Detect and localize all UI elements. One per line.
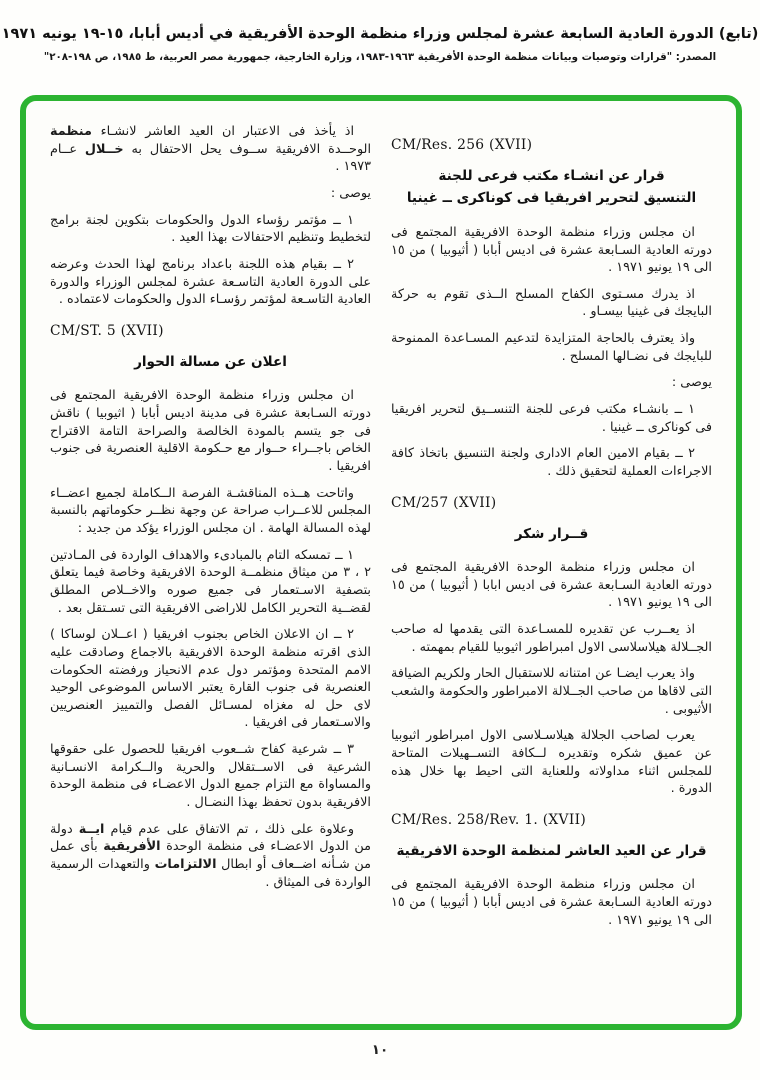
paragraph: اذ يعــرب عن تقديره للمسـاعدة التى يقدمها له صاحب الجــلالة هيلاسلاسى الاول امبراطور اثيوبيا للقيام بمهمته . — [391, 622, 712, 655]
paragraph: يوصى : — [330, 185, 371, 201]
paragraph: ١ ــ بانشـاء مكتب فرعى للجنة التنســيق لتحرير افريقيا فى كوناكرى ــ غينيا . — [391, 402, 712, 435]
source-citation: المصدر: "قرارات وتوصيات وبيانات منظمة الوحدة الأفريقية ١٩٦٣-١٩٨٣، وزارة الخارجية، جمهورية مصر العربية، ط ١٩٨٥، ص ١٩٨-٢٠٨" — [43, 51, 717, 64]
two-column-layout — [26, 101, 736, 1024]
paragraph: ان مجلس وزراء منظمة الوحدة الافريقية المجتمع فى دورته السـابعة عشرة فى مدينة اديس أبابا ( اثيوبيا ) ناقش فى جو يتسم بالمودة الخالصة والصراحة التامة الاقتراح الخاص باجــراء حــوار مع حـكومة الاقلية العنصرية فى جنوب افريقيا . — [50, 388, 371, 474]
paragraph: اذ يدرك مسـتوى الكفاح المسلح الــذى تقوم به حركة البايجك فى غينيا بيسـاو . — [391, 286, 712, 320]
column-right — [391, 123, 712, 1014]
section-code: CM/257 (XVII) — [391, 494, 497, 511]
text-segment: والتعهدات الرسمية الواردة فى الميثاق . — [50, 857, 371, 890]
page-footer — [0, 1042, 760, 1058]
session-title: (تابع) الدورة العادية السابعة عشرة لمجلس وزراء منظمة الوحدة الأفريقية في أديس أبابا، ١٥-١٩ يونيه ١٩٧١ — [1, 26, 759, 42]
paragraph: ٣ ــ شرعية كفاح شــعوب افريقيا للحصول على حقوقها الشرعية فى الاســتقلال والحرية والــكرامة الانسـانية والمساواة مع التزام جميع الدول الاعضـاء فى منظمة الوحدة الافريقية بدون تحفظ بهذا النضـال . — [50, 742, 371, 811]
section-code: CM/ST. 5 (XVII) — [50, 322, 164, 339]
resolution-heading: قــرار شكر — [514, 525, 589, 542]
paragraph: واذ يعرب ايضـا عن امتنانه للاستقبال الحار ولكريم الضيافة التى لاقاها من صاحب الجــلالة الامبراطور والحكومة والشعب الأثيوبى . — [391, 666, 712, 717]
bold-word: الأفريقية — [103, 839, 161, 855]
page-number: ١٠ — [371, 1042, 389, 1058]
paragraph: ان مجلس وزراء منظمة الوحدة الافريقية المجتمع فى دورته العادية السـابعة عشرة فى اديس أبابا ( أثيوبيا ) من ١٥ الى ١٩ يونيو ١٩٧١ . — [391, 224, 712, 276]
text-segment: دولة من الدول الاعضـاء فى منظمة الوحدة — [50, 821, 371, 855]
section-code: CM/Res. 256 (XVII) — [391, 137, 533, 153]
resolution-heading: قرار عن انشـاء مكتب فرعى للجنة التنسيق لتحرير افريقيا فى كوناكرى ــ غينيا — [406, 168, 697, 207]
paragraph: واذ يعترف بالحاجة المتزايدة لتدعيم المسـاعدة الممنوحة للبايجك فى نضـالها المسلح . — [391, 331, 712, 364]
page-header — [0, 0, 760, 63]
text-segment: وعلاوة على ذلك ، تم الاتفاق على عدم قيام — [104, 821, 354, 837]
bold-word: الالتزامات — [154, 857, 217, 873]
paragraph: يعرب لصاحب الجلالة هيلاسـلاسى الاول امبراطور اثيوبيا عن عميق شكره وتقديره لــكافة التســهيلات المتاحة للمجلس اثناء مداولاته وللعناية التى احيط بها خلال هذه الدورة . — [391, 728, 712, 797]
paragraph: ١ ــ تمسكه التام بالمبادىء والاهداف الواردة فى المـادتين ٢ ، ٣ من ميثاق منظمــة الوحدة الافريقية وخاصة فيما يتعلق بتصفية الاسـتعمار فى جميع صوره والاخــلاص المطلق لقضــية التحرير الكامل للاراضى الافريقية التى تسـتقل بعد . — [50, 547, 371, 616]
paragraph — [50, 123, 371, 176]
paragraph: يوصى : — [671, 375, 712, 391]
resolution-heading: قرار عن العيد العاشر لمنظمة الوحدة الافريقية — [396, 843, 707, 860]
paragraph: ٢ ــ ان الاعلان الخاص بجنوب افريقيا ( اعــلان لوساكا ) الذى اقرته منظمة الوحدة الافريقية بالاجماع وصادقت عليه الامم المتحدة ومؤتمر دول عدم الانحياز ورفضته الحكومات العنصرية فى جنوب القارة يعتبر الاساس الموضوعى الوحيد لاى حل له مغزاه لمسـائل الفصل والتمييز العنصريين والاسـتعمار فى افريقيا . — [50, 627, 371, 731]
bold-word: خــلال — [84, 141, 124, 157]
paragraph: ان مجلس وزراء منظمة الوحدة الافريقية المجتمع فى دورته العادية السـابعة عشرة فى اديس أبابا ( أثيوبيا ) من ١٥ الى ١٩ يونيو ١٩٧١ . — [391, 877, 712, 928]
text-segment: اذ يأخذ فى الاعتبار ان العيد العاشر لانشـاء — [91, 124, 354, 139]
section-code: CM/Res. 258/Rev. 1. (XVII) — [391, 812, 587, 829]
paragraph — [50, 821, 371, 892]
bold-word: منظمة — [50, 124, 92, 139]
text-segment: الوحــدة الافريقية ســوف يحل الاحتفال به — [123, 141, 372, 157]
paragraph: ان مجلس وزراء منظمة الوحدة الافريقية المجتمع فى دورته العادية السـابعة عشرة فى اديس ابابا ( أثيوبيا ) من ١٥ الى ١٩ يونيو ١٩٧١ . — [391, 560, 712, 611]
paragraph: ٢ ــ بقيام الامين العام الادارى ولجنة التنسيق باتخاذ كافة الاجراءات العملية لتحقيق ذلك . — [391, 446, 712, 480]
text-segment: بأى عمل من شـأنه اضــعاف أو ابطال — [50, 839, 371, 873]
paragraph: واتاحت هــذه المناقشـة الفرصة الــكاملة لجميع اعضــاء المجلس للاعــراب صراحة عن وجهة نظــر حكوماتهم بالنسبة لهذه المسالة الهامة . ان مجلس الوزراء يؤكد من جديد : — [50, 485, 371, 536]
paragraph: ١ ــ مؤتمر رؤساء الدول والحكومات بتكوين لجنة برامج لتخطيط وتنظيم الاحتفالات بهذا العيد . — [50, 212, 371, 246]
text-segment: عــام ١٩٧٣ . — [50, 141, 371, 175]
resolution-heading: اعلان عن مسالة الحوار — [134, 353, 287, 370]
paragraph: ٢ ــ بقيام هذه اللجنة باعداد برنامج لهذا الحدث وعرضه على الدورة العادية التاسـعة عشرة لمجلس الوزراء والدورة العادية التاسـعة لمؤتمر رؤسـاء الدول والحكومات لاعتماده . — [50, 256, 371, 308]
column-left — [50, 123, 371, 1014]
bold-word: ايــة — [78, 821, 105, 837]
green-border-frame — [20, 95, 742, 1030]
